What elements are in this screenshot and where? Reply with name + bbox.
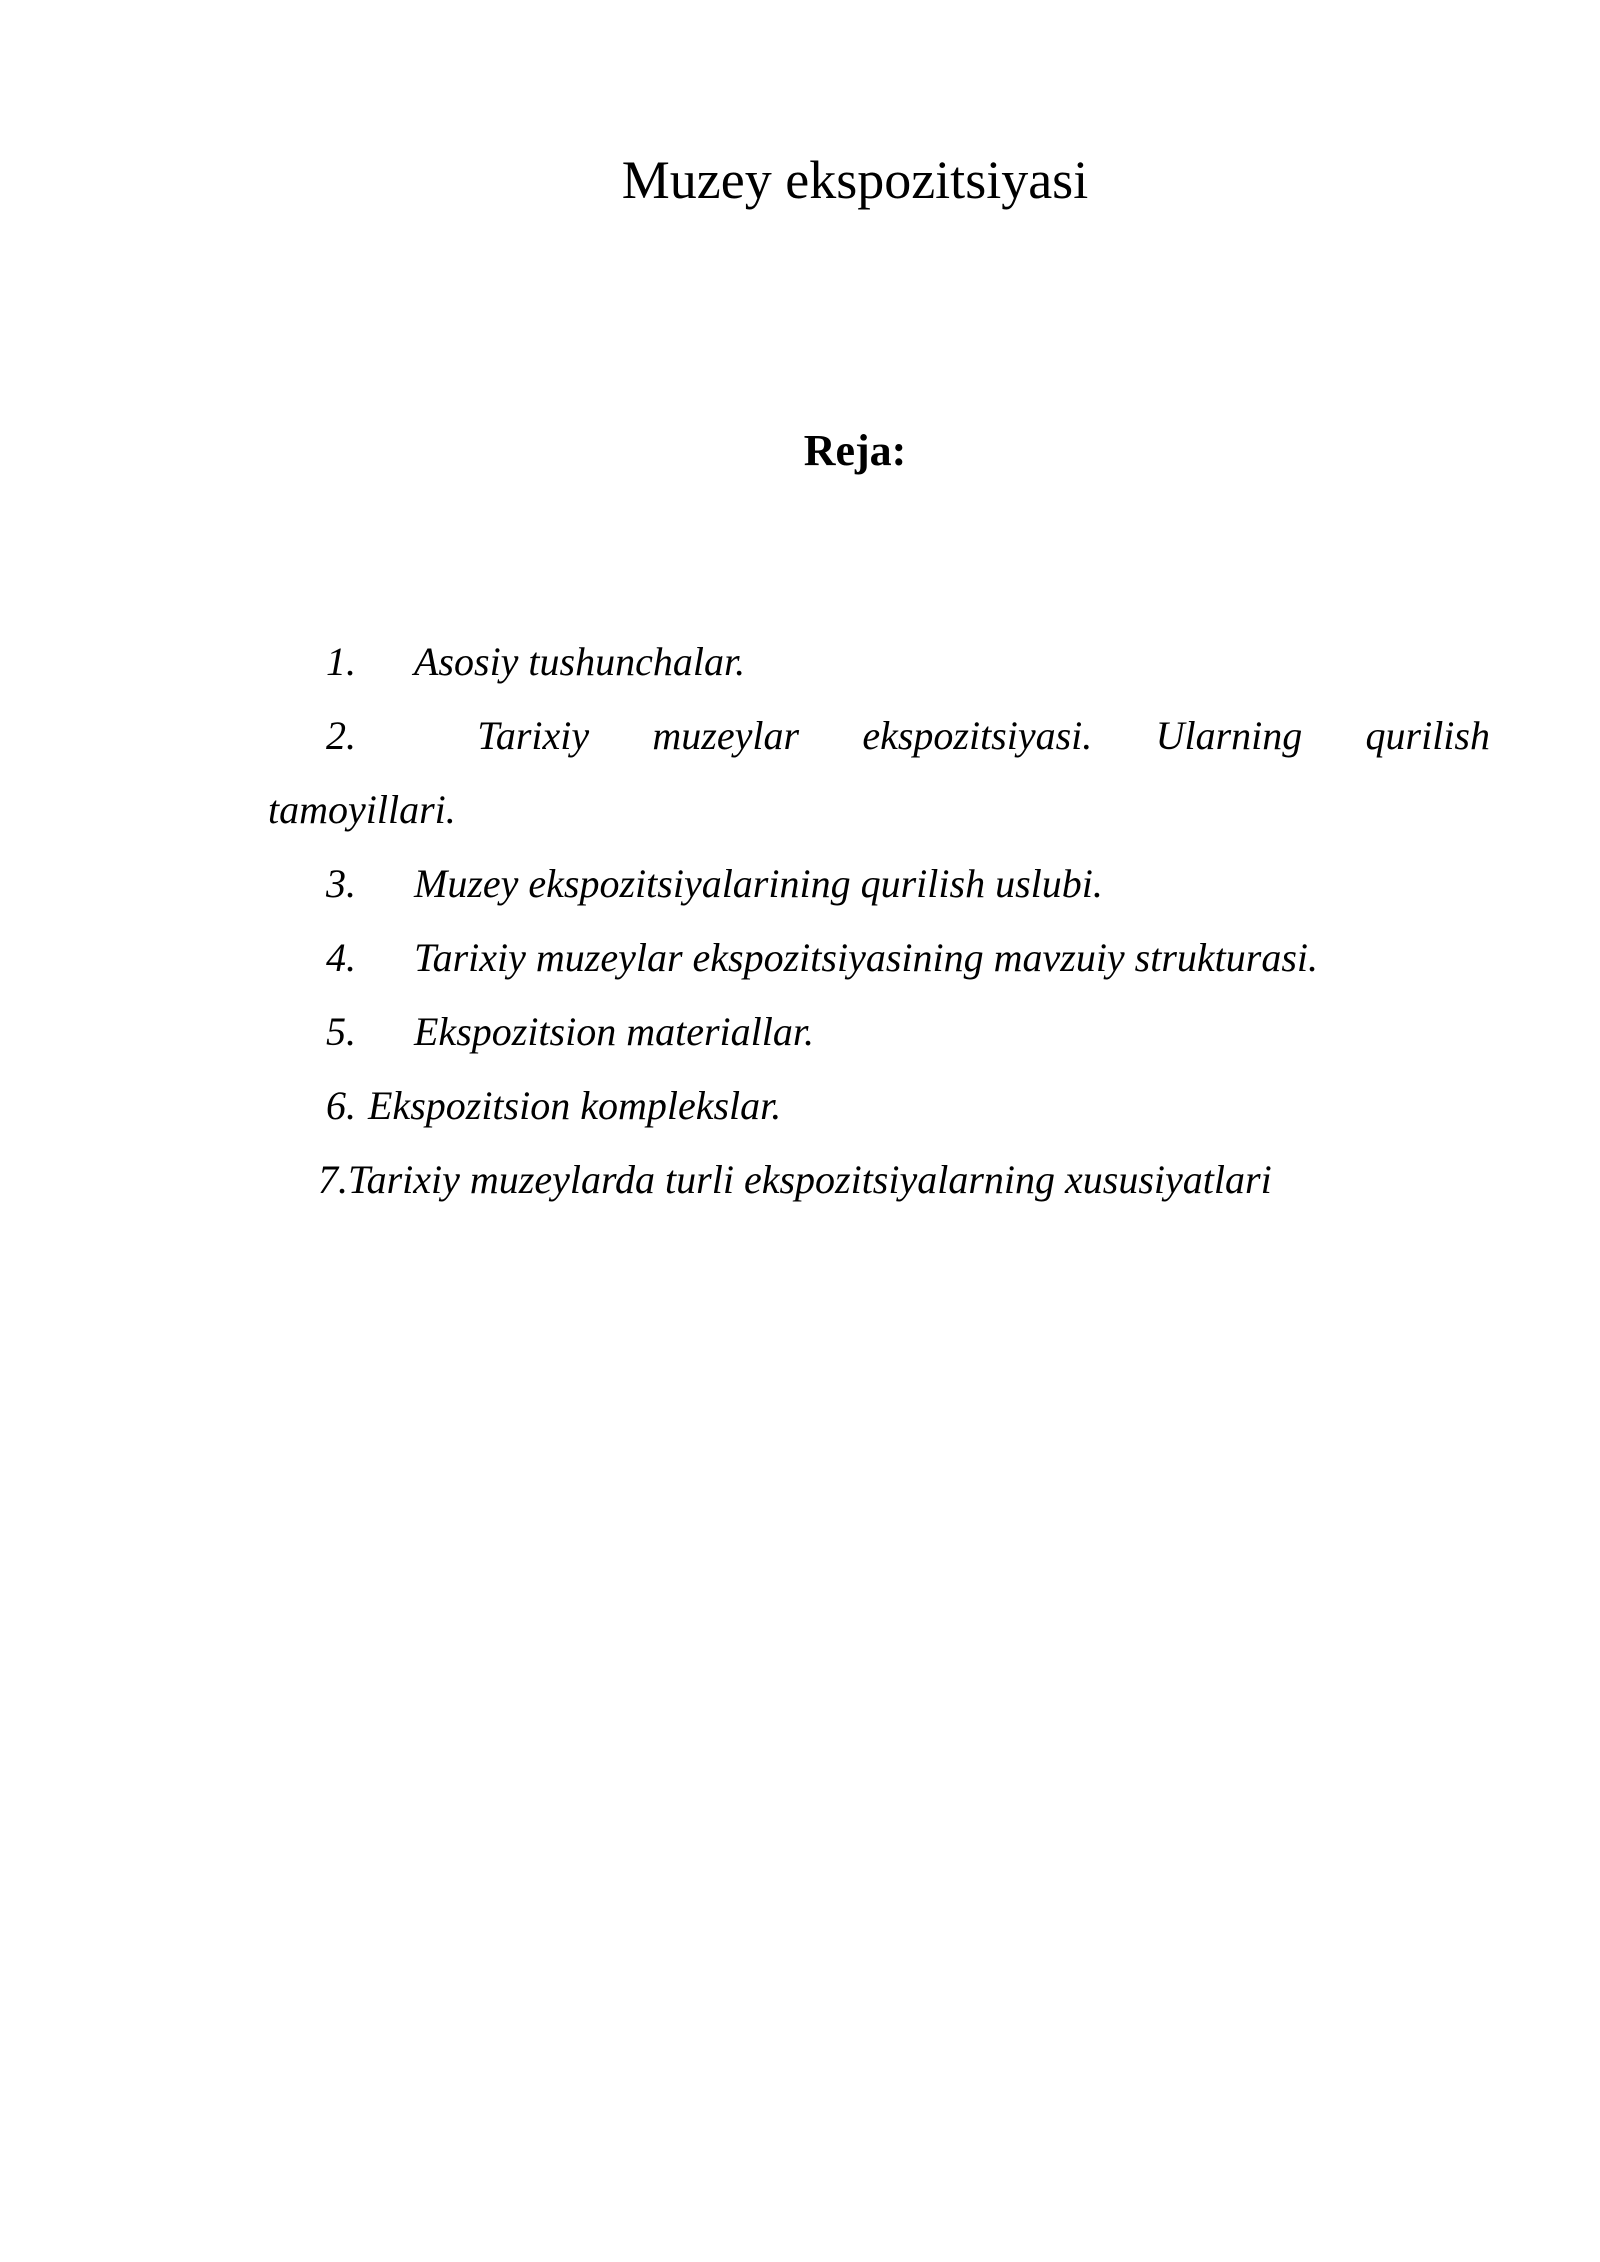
plan-list bbox=[268, 625, 1490, 1217]
plan-item-1 bbox=[268, 625, 1490, 699]
plan-item-word: qurilish bbox=[1365, 713, 1490, 758]
plan-item-number: 4. bbox=[326, 935, 356, 980]
plan-heading: Reja: bbox=[803, 426, 907, 475]
plan-item-2 bbox=[268, 699, 1490, 847]
plan-item-text: Muzey ekspozitsiyalarining qurilish uslubi. bbox=[414, 861, 1103, 906]
plan-item-number: 3. bbox=[326, 861, 356, 906]
plan-item-3 bbox=[268, 847, 1490, 921]
plan-item-text: Ekspozitsion komplekslar. bbox=[368, 1083, 782, 1128]
plan-item-6 bbox=[268, 1069, 1490, 1143]
document-title: Muzey ekspozitsiyasi bbox=[621, 150, 1089, 210]
plan-item-number: 7. bbox=[318, 1157, 348, 1202]
plan-item-2-continuation: tamoyillari. bbox=[268, 787, 456, 832]
plan-item-text: Tarixiy muzeylarda turli ekspozitsiyalarning xususiyatlari bbox=[348, 1157, 1272, 1202]
plan-item-number: 2. bbox=[326, 713, 356, 758]
plan-item-text: Tarixiy muzeylar ekspozitsiyasining mavzuiy strukturasi. bbox=[414, 935, 1319, 980]
plan-item-text: Ekspozitsion materiallar. bbox=[414, 1009, 815, 1054]
plan-item-word: muzeylar bbox=[652, 713, 800, 758]
plan-item-number: 1. bbox=[326, 639, 356, 684]
plan-item-text: Asosiy tushunchalar. bbox=[414, 639, 746, 684]
plan-item-number: 5. bbox=[326, 1009, 356, 1054]
plan-item-word: Tarixiy bbox=[477, 713, 590, 758]
plan-item-7 bbox=[268, 1143, 1490, 1217]
plan-item-5 bbox=[268, 995, 1490, 1069]
plan-item-word: ekspozitsiyasi. bbox=[862, 713, 1093, 758]
plan-item-number: 6. bbox=[326, 1083, 356, 1128]
plan-item-4 bbox=[268, 921, 1490, 995]
plan-item-2-first-line bbox=[268, 699, 1490, 773]
plan-item-word: Ularning bbox=[1155, 713, 1303, 758]
